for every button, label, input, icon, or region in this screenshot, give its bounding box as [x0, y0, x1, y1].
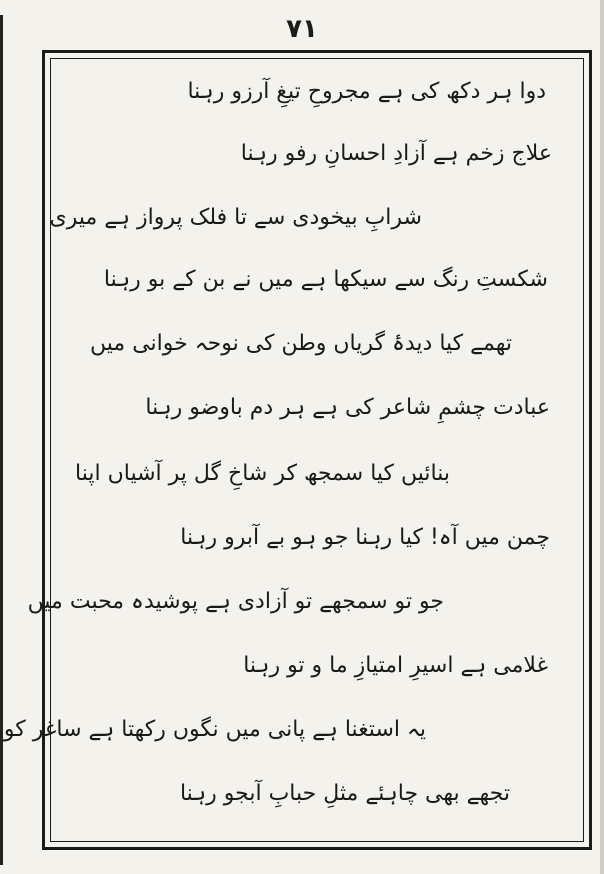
verse-line-12: تجھے بھی چاہئے مثلِ حبابِ آبجو رہنا [179, 781, 510, 806]
page-gutter-line [0, 15, 3, 865]
verse-line-2: علاج زخم ہے آزادِ احسانِ رفو رہنا [240, 141, 552, 166]
verse-line-11: یہ استغنا ہے پانی میں نگوں رکھتا ہے ساغر کو [3, 717, 426, 742]
verse-line-6: عبادت چشمِ شاعر کی ہے ہر دم باوضو رہنا [145, 395, 550, 420]
verse-line-8: چمن میں آہ! کیا رہنا جو ہو بے آبرو رہنا [180, 525, 550, 550]
verse-line-1: دوا ہر دکھ کی ہے مجروحِ تیغِ آرزو رہنا [187, 79, 546, 104]
verse-line-5: تھمے کیا دیدۂ گریاں وطن کی نوحہ خوانی میں [90, 331, 512, 356]
verse-line-3: شرابِ بیخودی سے تا فلک پرواز ہے میری [49, 205, 422, 230]
verse-line-9: جو تو سمجھے تو آزادی ہے پوشیدہ محبت میں [27, 589, 444, 614]
verse-line-4: شکستِ رنگ سے سیکھا ہے میں نے بن کے بو رہنا [103, 267, 548, 292]
verse-line-10: غلامی ہے اسیرِ امتیازِ ما و تو رہنا [243, 653, 548, 678]
verse-line-7: بنائیں کیا سمجھ کر شاخِ گل پر آشیاں اپنا [75, 461, 450, 486]
page-number: ۷۱ [286, 14, 318, 44]
page-edge-shadow [600, 0, 604, 874]
poem-body [3, 66, 572, 836]
